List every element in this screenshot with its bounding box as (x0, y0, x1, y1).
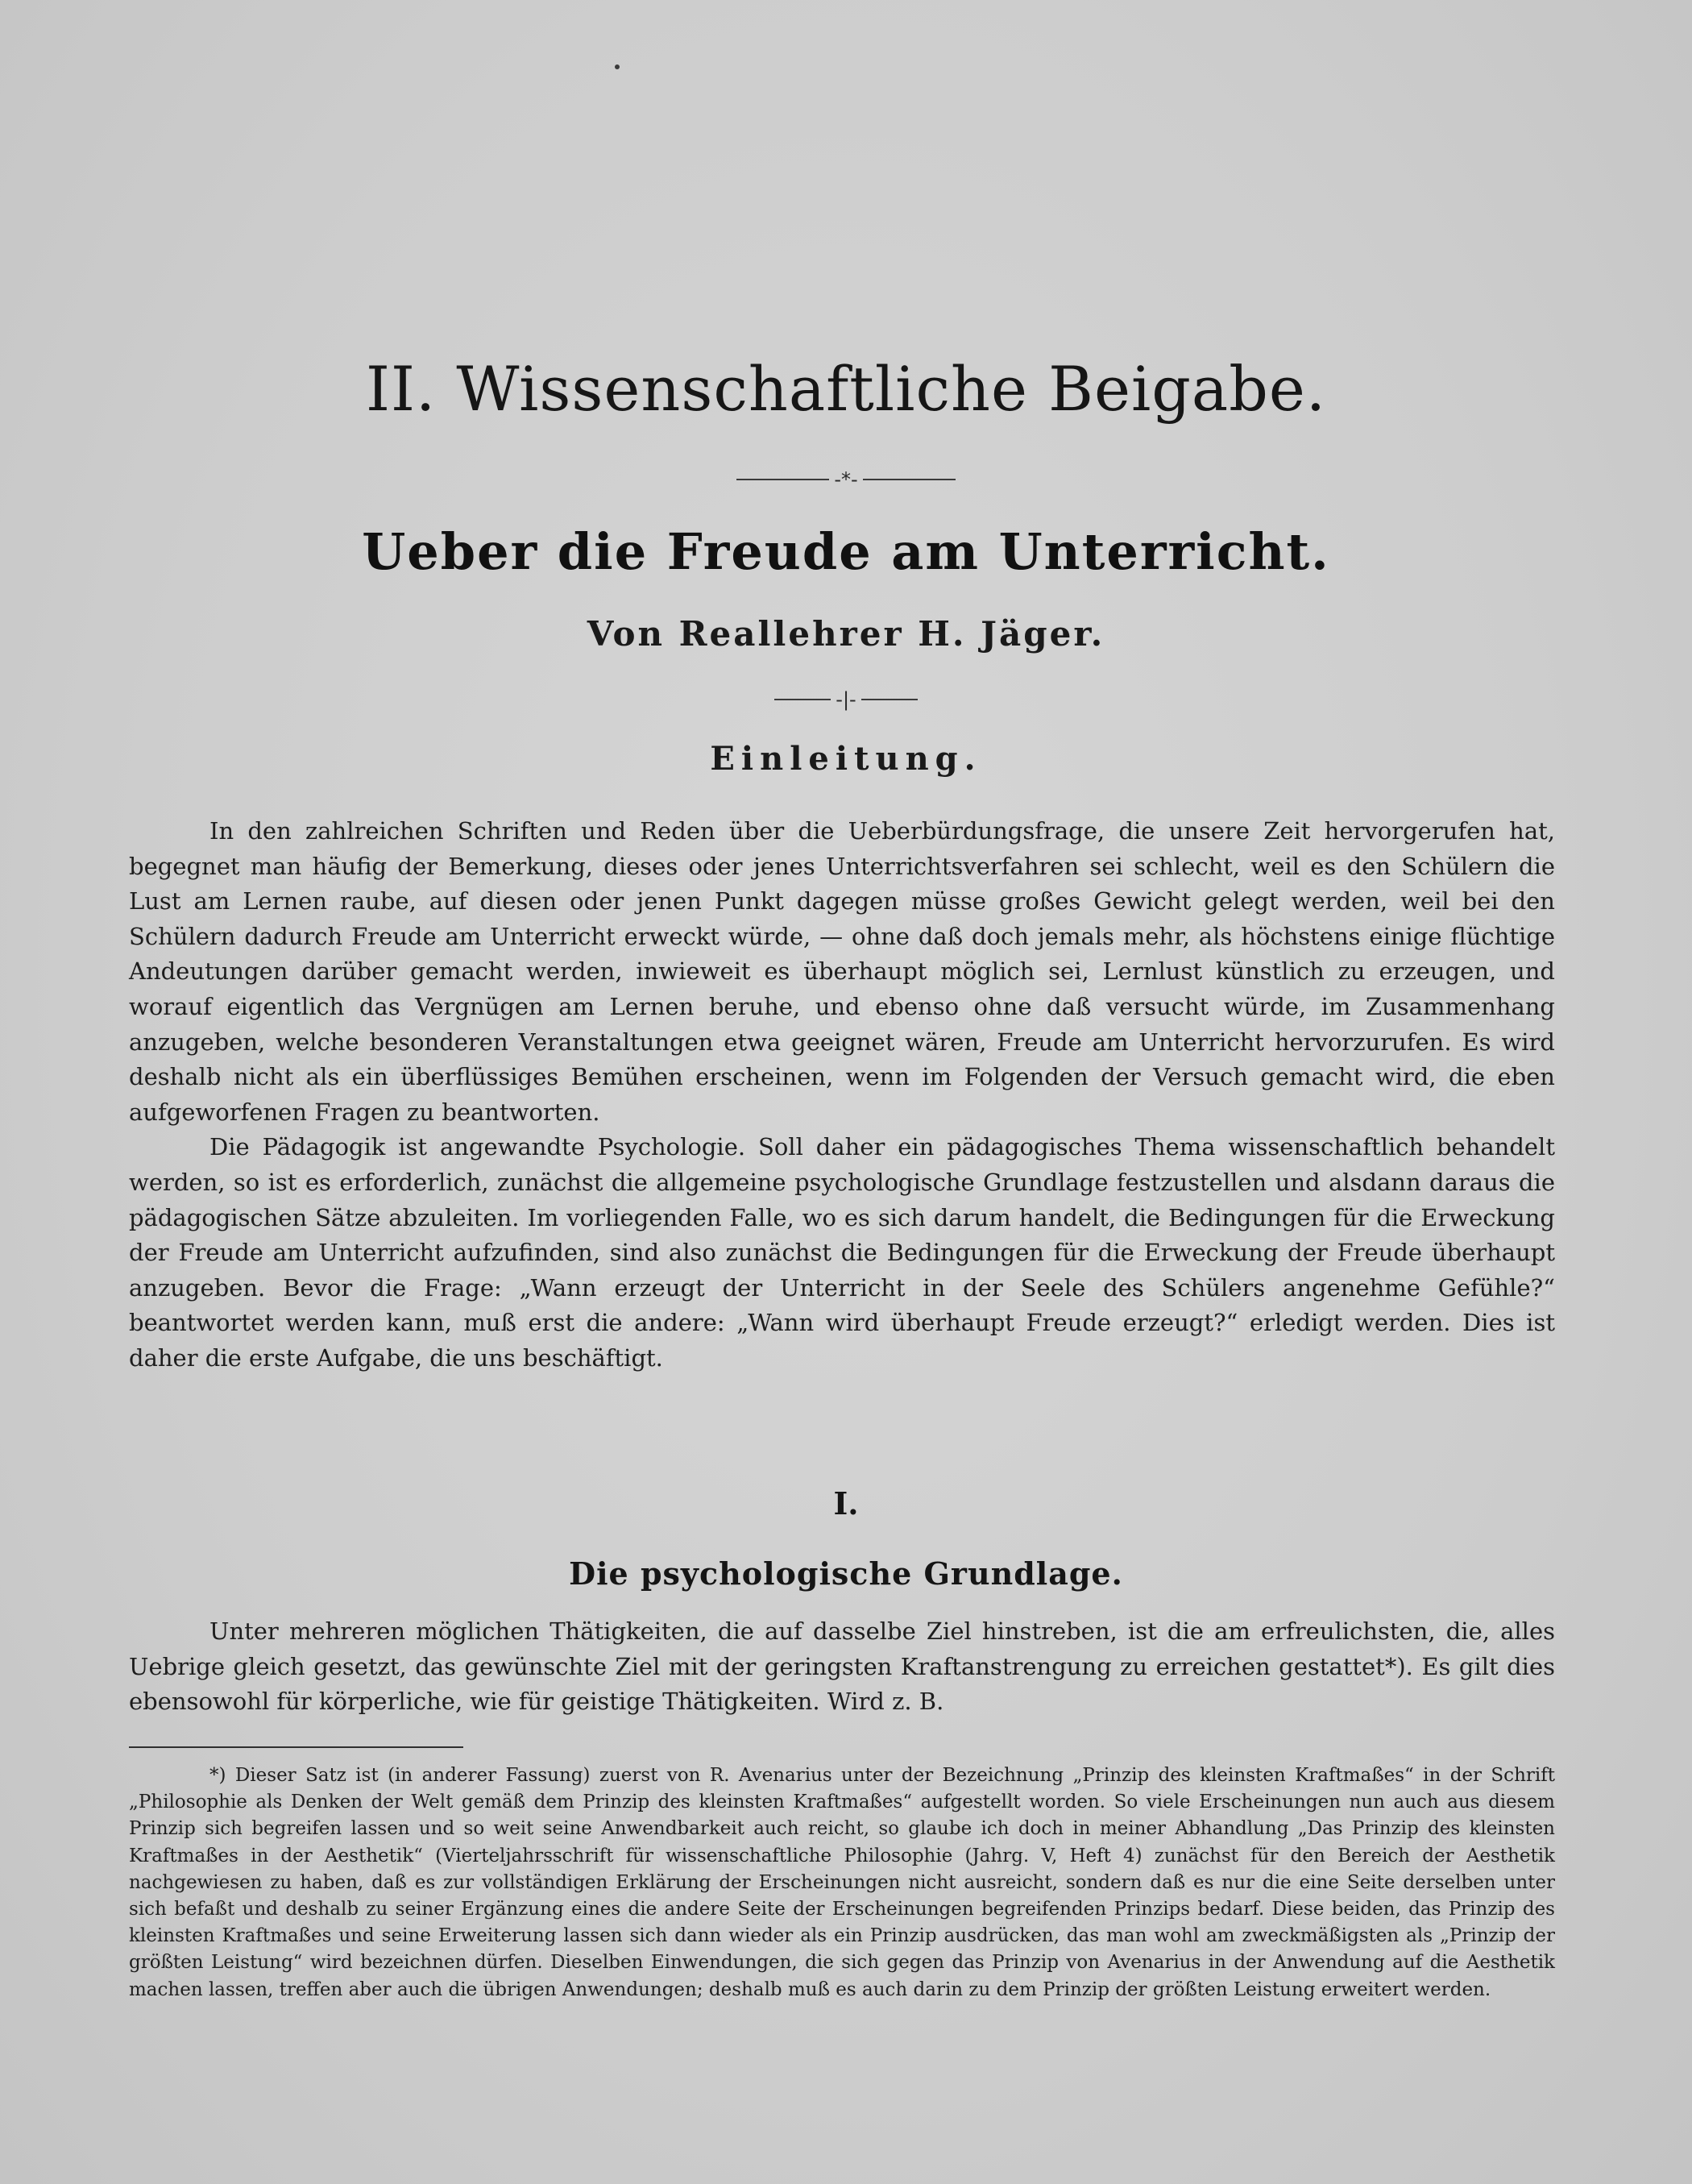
intro-paragraph: Die Pädagogik ist angewandte Psychologie. Soll daher ein pädagogisches Thema wissenschaftlich behandelt werden, so ist es erforderlich, zunächst die allgemeine psychologische Grundlage festzustellen und alsdann daraus die pädagogischen Sätze abzuleiten. Im vorliegenden Falle, wo es sich darum handelt, die Bedingungen für die Erweckung der Freude am Unterricht aufzufinden, sind also zunächst die Bedingungen für die Erweckung der Freude überhaupt anzugeben. Bevor die Frage: „Wann erzeugt der Unterricht in der Seele des Schülers angenehme Gefühle?“ beantwortet werden kann, muß erst die andere: „Wann wird überhaupt Freude erzeugt?“ erledigt werden. Dies ist daher die erste Aufgabe, die uns beschäftigt. (129, 1133, 1555, 1372)
footnote-rule (129, 1746, 463, 1748)
section-numeral: I. (833, 1485, 859, 1522)
section-paragraph: Unter mehreren möglichen Thätigkeiten, die auf dasselbe Ziel hinstreben, ist die am erfreulichsten, die, alles Uebrige gleich gesetzt, das gewünschte Ziel mit der geringsten Kraftanstrengung zu erreichen gestattet*). Es gilt dies ebensowohl für körperliche, wie für geistige Thätigkeiten. Wird z. B. (129, 1617, 1555, 1716)
ornament-glyph: -|- (836, 688, 856, 711)
footnote (129, 1763, 1555, 2003)
ornament-glyph: -*- (834, 468, 858, 491)
ornament-line-right (861, 699, 918, 700)
ornament-line-left (736, 479, 829, 480)
article-title: Ueber die Freude am Unterricht. (362, 522, 1330, 581)
ornament-divider-top (0, 463, 1692, 496)
ornament-line-left (774, 699, 831, 700)
section-heading: Die psychologische Grundlage. (569, 1555, 1123, 1592)
author-line: Von Reallehrer H. Jäger. (587, 614, 1105, 654)
intro-paragraph: In den zahlreichen Schriften und Reden über die Ueberbürdungsfrage, die unsere Zeit hervorgerufen hat, begegnet man häufig der Bemerkung, dieses oder jenes Unterrichtsverfahren sei schlecht, weil es den Schülern die Lust am Lernen raube, auf diesen oder jenen Punkt dagegen müsse großes Gewicht gelegt werden, weil bei den Schülern dadurch Freude am Unterricht erweckt würde, — ohne daß doch jemals mehr, als höchstens einige flüchtige Andeutungen darüber gemacht werden, inwieweit es überhaupt möglich sei, Lernlust künstlich zu erzeugen, und worauf eigentlich das Vergnügen am Lernen beruhe, und ebenso ohne daß versucht würde, im Zusammenhang anzugeben, welche besonderen Veranstaltungen etwa geeignet wären, Freude am Unterricht hervorzurufen. Es wird deshalb nicht als ein überflüssiges Bemühen erscheinen, wenn im Folgenden der Versuch gemacht wird, die eben aufgeworfenen Fragen zu beantworten. (129, 817, 1555, 1126)
section-body (129, 1614, 1555, 1720)
section-title: II. Wissenschaftliche Beigabe. (365, 353, 1326, 425)
ornament-divider-bottom (0, 683, 1692, 716)
print-speck (615, 64, 620, 69)
footnote-text: *) Dieser Satz ist (in anderer Fassung) zuerst von R. Avenarius unter der Bezeichnung „Prinzip des kleinsten Kraftmaßes“ in der Schrift „Philosophie als Denken der Welt gemäß dem Prinzip des kleinsten Kraftmaßes“ aufgestellt worden. So viele Erscheinungen nun auch aus diesem Prinzip sich begreifen lassen und so weit seine Anwendbarkeit auch reicht, so glaube ich doch in meiner Abhandlung „Das Prinzip des kleinsten Kraftmaßes in der Aesthetik“ (Vierteljahrsschrift für wissenschaftliche Philosophie (Jahrg. V, Heft 4) zunächst für den Bereich der Aesthetik nachgewiesen zu haben, daß es zur vollständigen Erklärung der Erscheinungen nicht ausreicht, sondern daß es nur die eine Seite derselben unter sich befaßt und deshalb zu seiner Ergänzung eines die andere Seite der Erscheinungen begreifenden Prinzips bedarf. Diese beiden, das Prinzip des kleinsten Kraftmaßes und seine Erweiterung lassen sich dann wieder als ein Prinzip ausdrücken, das man wohl am zweckmäßigsten als „Prinzip der größten Leistung“ wird bezeichnen dürfen. Dieselben Einwendungen, die sich gegen das Prinzip von Avenarius in der Anwendung auf die Aesthetik machen lassen, treffen aber auch die übrigen Anwendungen; deshalb muß es auch darin zu dem Prinzip der größten Leistung erweitert werden. (129, 1765, 1555, 2000)
intro-heading: Einleitung. (710, 740, 982, 778)
ornament-line-right (863, 479, 956, 480)
intro-body (129, 814, 1555, 1376)
